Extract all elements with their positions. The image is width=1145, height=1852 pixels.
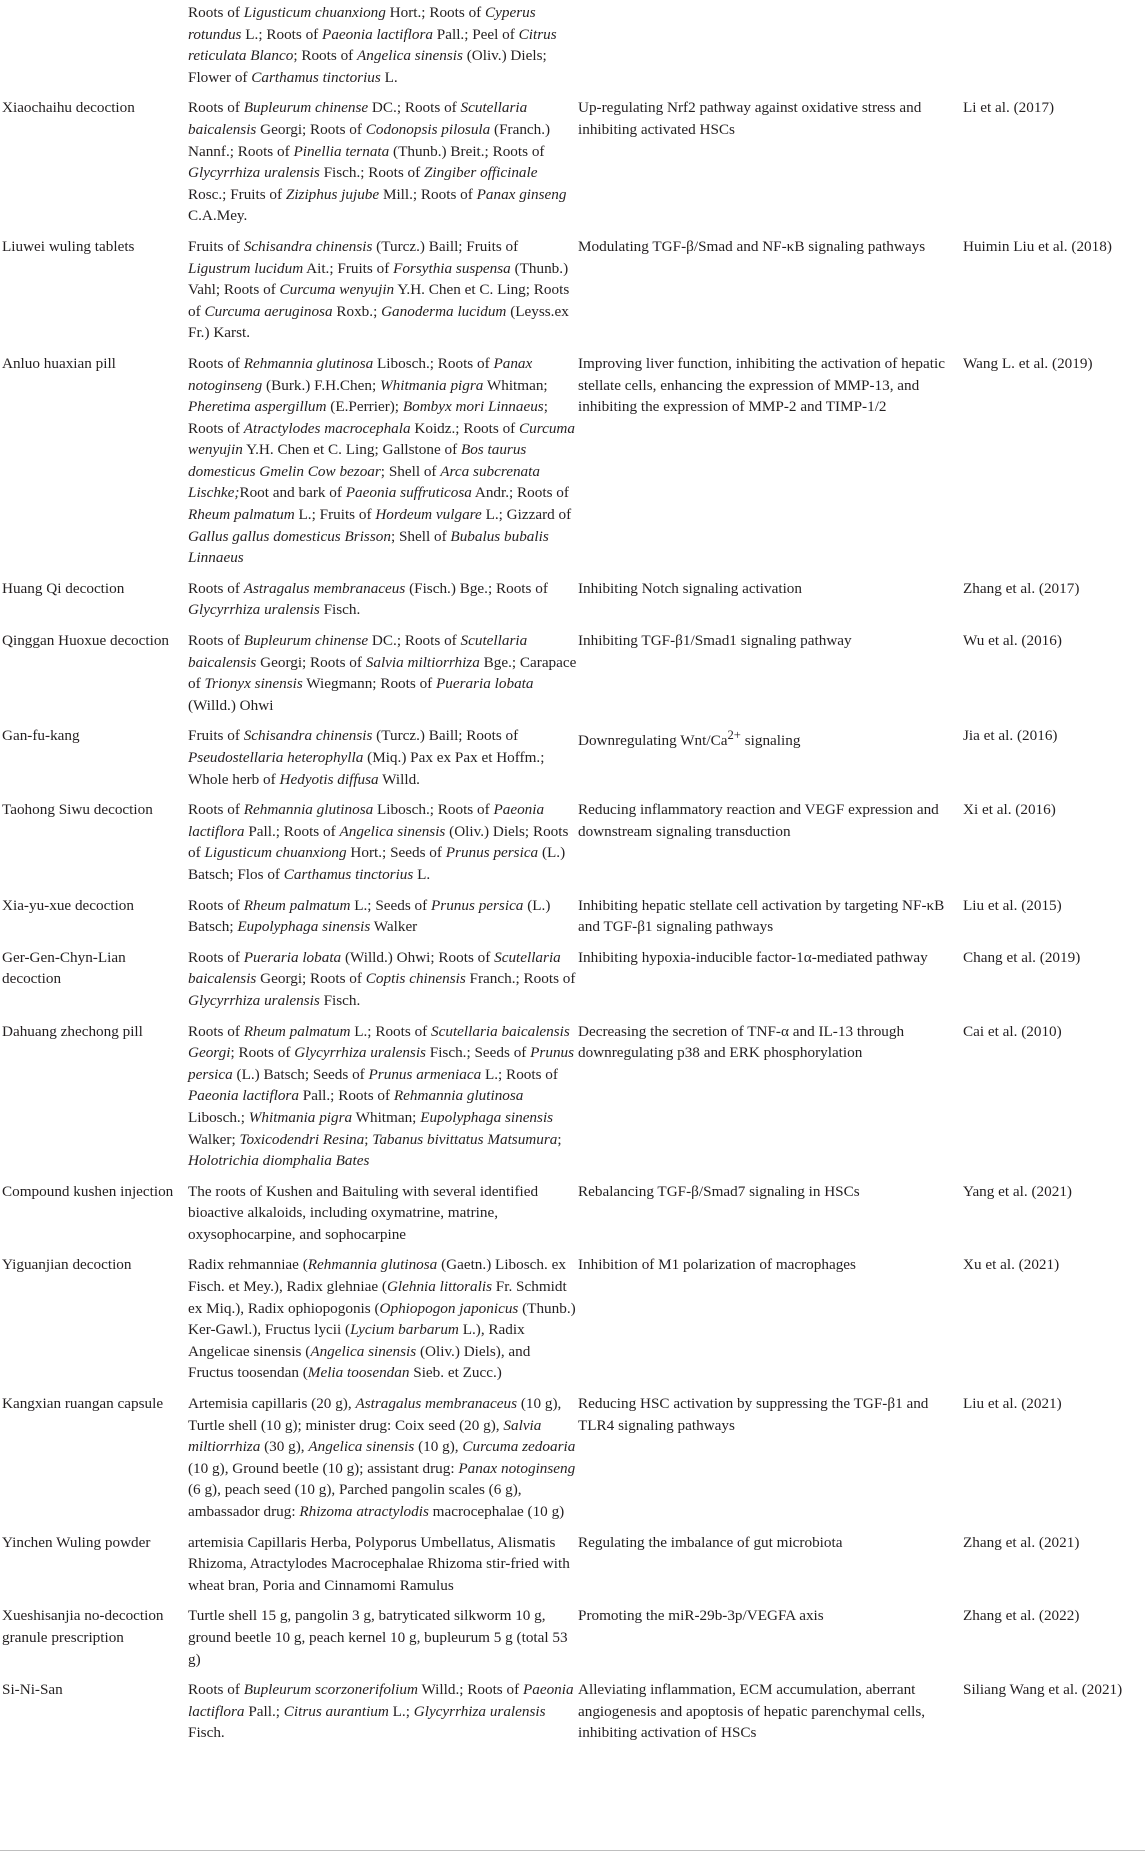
text-segment: Libosch.; Roots of [373,354,494,372]
mechanism-cell [578,623,963,718]
text-segment: Roots of [188,1022,244,1040]
text-segment: L.; Roots of [241,25,323,43]
mechanism-cell [578,888,963,940]
formula-name-cell: Si-Ni-San [2,1681,63,1699]
reference-cell: Xi et al. (2016) [963,801,1056,819]
text-segment: Willd. [378,770,420,788]
italic-text: Toxicodendri Resina [239,1130,365,1148]
text-segment: Georgi; Roots of [256,970,366,988]
text-segment: L.; Roots of [481,1065,558,1083]
italic-text: Scutellaria baicalensis [188,99,528,138]
formula-name-cell: Liuwei wuling tablets [2,237,135,255]
text-segment: (30 g), [260,1438,309,1456]
text-segment: Decreasing the secretion of TNF-α and IL-13 through downregulating p38 and ERK phosphorylation [578,1022,905,1062]
text-segment: Georgi; Roots of [256,120,366,138]
composition-cell [188,229,578,346]
text-segment: Regulating the imbalance of gut microbiota [578,1533,843,1551]
mechanism-cell [578,346,963,571]
mechanism-cell [578,1247,963,1386]
formula-name-cell [0,0,188,90]
text-segment: Pall.; [244,1702,284,1720]
table-row [0,888,1145,940]
text-segment: Hort.; Seeds of [346,844,446,862]
reference-cell: Siliang Wang et al. (2021) [963,1681,1123,1699]
text-segment: Rebalancing TGF-β/Smad7 signaling in HSCs [578,1182,860,1200]
table-row [0,90,1145,229]
italic-text: Bombyx mori Linnaeus [402,398,544,416]
table-row [0,0,1145,90]
text-segment: ; [364,1130,373,1148]
reference-cell: Zhang et al. (2017) [963,579,1080,597]
reference-cell: Huimin Liu et al. (2018) [963,237,1112,255]
italic-text: Curcuma wenyujin [188,419,575,459]
text-segment: Sieb. et Zucc.) [409,1364,502,1382]
text-segment: Koidz.; Roots of [410,419,520,437]
italic-text: Cyperus rotundus [188,4,536,43]
reference-cell: Cai et al. (2010) [963,1022,1062,1040]
reference-cell: Yang et al. (2021) [963,1182,1072,1200]
text-segment: artemisia Capillaris Herba, Polyporus Umbellatus, Alismatis Rhizoma, Atractylodes Macrocephalae Rhizoma stir-fried with wheat bran, Poria and Cinnamomi Ramulus [188,1533,570,1594]
italic-text: Citrus aurantium [283,1702,389,1720]
italic-text: Angelica sinensis [308,1438,415,1456]
text-segment: Root and bark of [239,484,346,502]
table-row [0,1247,1145,1386]
text-segment: Fisch.; Seeds of [425,1044,531,1062]
text-segment: (Willd.) Ohwi; Roots of [341,948,495,966]
composition-cell [188,792,578,887]
text-segment: Roots of [188,801,244,819]
text-segment: Libosch.; Roots of [373,801,494,819]
reference-cell: Liu et al. (2021) [963,1395,1062,1413]
text-segment: Mill.; Roots of [379,185,477,203]
italic-text: Zingiber officinale [423,164,538,182]
composition-cell [188,346,578,571]
mechanism-cell [578,90,963,229]
text-segment: L.), Radix Angelicae sinensis ( [188,1321,525,1360]
italic-text: Prunus persica [188,1044,575,1083]
composition-cell [188,90,578,229]
table-row [0,940,1145,1014]
text-segment: Pall.; Peel of [433,25,519,43]
italic-text: Prunus persica [431,896,524,914]
text-segment: (Fisch.) Bge.; Roots of [405,579,548,597]
superscript-text: 2+ [727,728,741,743]
italic-text: Carthamus tinctorius [283,865,414,883]
italic-text: Rehmannia glutinosa [393,1087,524,1105]
composition-cell [188,1672,578,1746]
italic-text: Eupolyphaga sinensis [237,918,371,936]
reference-cell: Zhang et al. (2021) [963,1533,1080,1551]
italic-text: Whitmania pigra [248,1108,353,1126]
italic-text: Bupleurum chinense [243,632,369,650]
table-row [0,1525,1145,1599]
italic-text: Glehnia littoralis [386,1278,492,1296]
formula-name-cell: Kangxian ruangan capsule [2,1395,164,1413]
mechanism-cell [578,229,963,346]
text-segment: L.; [388,1702,414,1720]
text-segment: Roots of [188,948,244,966]
italic-text: Paeonia lactiflora [188,801,545,840]
italic-text: Bos taurus domesticus Gmelin Cow bezoar [188,441,527,480]
italic-text: Atractylodes macrocephala [243,419,411,437]
table-row [0,229,1145,346]
formula-name-cell: Xia-yu-xue decoction [2,896,134,914]
italic-text: Glycyrrhiza uralensis [188,601,320,619]
text-segment: (E.Perrier); [326,398,403,416]
formula-name-cell: Compound kushen injection [2,1182,174,1200]
reference-cell: Li et al. (2017) [963,99,1055,117]
table-row [0,1672,1145,1746]
text-segment: Improving liver function, inhibiting the activation of hepatic stellate cells, enhancing the expression of MMP-13, and inhibiting the expression of MMP-2 and TIMP-1/2 [578,354,945,416]
text-segment: Walker [370,918,418,936]
mechanism-cell [578,792,963,887]
text-segment: Inhibiting hypoxia-inducible factor-1α-mediated pathway [578,948,928,966]
table-row [0,571,1145,623]
table-row [0,1014,1145,1174]
italic-text: Curcuma wenyujin [279,281,395,299]
italic-text: Ligustrum lucidum [188,259,304,277]
text-segment: (10 g), [414,1438,463,1456]
italic-text: Angelica sinensis [357,47,463,65]
italic-text: Ligusticum chuanxiong [204,844,347,862]
italic-text: Ganoderma lucidum [381,302,507,320]
text-segment: L. [380,68,398,86]
formula-name-cell: Taohong Siwu decoction [2,801,153,819]
text-segment: macrocephalae (10 g) [428,1503,565,1520]
mechanism-cell [578,0,963,90]
mechanism-cell [578,1672,963,1746]
italic-text: Rehmannia glutinosa [243,354,374,372]
italic-text: Melia toosendan [307,1364,410,1382]
italic-text: Coptis chinensis [365,970,466,988]
text-segment: (Miq.) Pax ex Pax et Hoffm.; Whole herb of [188,749,545,788]
text-segment: Fruits of [188,727,244,745]
text-segment: Fruits of [188,237,244,255]
composition-cell [188,1525,578,1599]
text-segment: Roots of [188,1681,244,1699]
italic-text: Arca subcrenata Lischke; [188,462,540,502]
italic-text: Lycium barbarum [350,1321,459,1339]
text-segment: Fr. Schmidt ex Miq.), Radix ophiopogonis ( [188,1278,567,1317]
italic-text: Hordeum vulgare [375,506,482,524]
text-segment: Inhibition of M1 polarization of macrophages [578,1256,856,1274]
italic-text: Schisandra chinensis [243,237,373,255]
italic-text: Citrus reticulata Blanco [188,25,557,65]
text-segment: L.; Roots of [350,1022,432,1040]
text-segment: ; [557,1130,562,1148]
mechanism-cell [578,1386,963,1525]
italic-text: Angelica sinensis [310,1342,417,1360]
italic-text: Rehmannia glutinosa [243,801,374,819]
text-segment: Alleviating inflammation, ECM accumulation, aberrant angiogenesis and apoptosis of hepatic parenchymal cells, inhibiting activation of HSCs [578,1681,926,1742]
text-segment: ; Shell of [390,527,451,545]
text-segment: C.A.Mey. [188,207,248,225]
text-segment: Y.H. Chen et C. Ling; Gallstone of [242,441,461,459]
italic-text: Curcuma zedoaria [462,1438,576,1456]
text-segment: Fisch. [188,1724,225,1742]
italic-text: Pueraria lobata [243,948,342,966]
text-segment: Roots of [188,99,244,117]
text-segment: ; Shell of [380,462,441,480]
text-segment: Roots of [188,632,244,650]
text-segment: Whitman; [483,376,548,394]
text-segment: Artemisia capillaris (20 g), [188,1395,356,1413]
italic-text: Trionyx sinensis [204,675,303,693]
italic-text: Pinellia ternata [293,142,390,160]
italic-text: Panax ginseng [476,185,567,203]
italic-text: Rehmannia glutinosa [307,1256,438,1274]
text-segment: (L.) Batsch; [188,896,551,936]
italic-text: Salvia miltiorrhiza [188,1416,542,1456]
italic-text: Schisandra chinensis [243,727,373,745]
text-segment: (Thunb.) Vahl; Roots of [188,259,569,299]
mechanism-cell [578,718,963,792]
text-segment: Willd.; Roots of [417,1681,523,1699]
composition-cell [188,940,578,1014]
italic-text: Rheum palmatum [243,896,351,914]
italic-text: Hedyotis diffusa [279,770,379,788]
italic-text: Eupolyphaga sinensis [420,1108,554,1126]
text-segment: Walker; [188,1130,240,1148]
text-segment: (Thunb.) Ker-Gawl.), Fructus lycii ( [188,1299,576,1339]
italic-text: Paeonia lactiflora [188,1681,574,1720]
formula-name-cell: Dahuang zhechong pill [2,1022,143,1040]
italic-text: Glycyrrhiza uralensis [294,1044,426,1062]
italic-text: Bubalus bubalis Linnaeus [188,527,549,567]
text-segment: (Oliv.) Diels; Flower of [188,47,547,86]
text-segment: Turtle shell 15 g, pangolin 3 g, batryticated silkworm 10 g, ground beetle 10 g, peach kernel 10 g, bupleurum 5 g (total 53 g) [188,1607,568,1668]
text-segment: (Franch.) Nannf.; Roots of [188,120,551,160]
text-segment: Fisch.; Roots of [319,164,424,182]
italic-text: Scutellaria baicalensis [188,948,561,988]
italic-text: Carthamus tinctorius [251,68,381,86]
italic-text: Scutellaria baicalensis Georgi [188,1022,570,1062]
text-segment: The roots of Kushen and Baituling with several identified bioactive alkaloids, including oxymatrine, matrine, oxysophocarpine, and sophocarpine [188,1182,539,1243]
text-segment: Roots of [188,354,244,372]
formula-name-cell: Anluo huaxian pill [2,354,116,372]
text-segment: (Burk.) F.H.Chen; [262,376,380,394]
italic-text: Curcuma aeruginosa [204,302,333,320]
text-segment: Inhibiting TGF-β1/Smad1 signaling pathway [578,632,852,650]
text-segment: ; Roots of [293,47,358,65]
mechanism-cell [578,940,963,1014]
formula-name-cell: Yinchen Wuling powder [2,1533,151,1551]
text-segment: (L.) Batsch; Seeds of [232,1065,369,1083]
table-row [0,718,1145,792]
text-segment: (Thunb.) Breit.; Roots of [389,142,545,160]
text-segment: ; Roots of [188,398,548,437]
text-segment: (L.) Batsch; Flos of [188,844,566,883]
formula-name-cell: Gan-fu-kang [2,727,80,745]
formula-name-cell: Qinggan Huoxue decoction [2,632,170,650]
text-segment: ; Roots of [230,1044,295,1062]
text-segment: Promoting the miR-29b-3p/VEGFA axis [578,1607,824,1625]
text-segment: Georgi; Roots of [256,653,366,671]
text-segment: Libosch.; [188,1108,249,1126]
mechanism-cell [578,1174,963,1248]
text-segment: Rosc.; Fruits of [188,185,286,203]
mechanism-cell [578,1014,963,1174]
italic-text: Paeonia lactiflora [322,25,433,43]
text-segment: L.; Seeds of [350,896,432,914]
text-segment: (10 g), Turtle shell (10 g); minister drug: Coix seed (20 g), [188,1395,562,1434]
italic-text: Prunus persica [445,844,539,862]
text-segment: Downregulating Wnt/Ca [578,732,728,750]
composition-cell [188,718,578,792]
text-segment: Fisch. [319,601,361,619]
text-segment: Reducing inflammatory reaction and VEGF expression and downstream signaling transduction [578,801,939,840]
reference-cell: Liu et al. (2015) [963,896,1062,914]
italic-text: Tabanus bivittatus Matsumura [372,1130,558,1148]
reference-cell: Xu et al. (2021) [963,1256,1060,1274]
italic-text: Scutellaria baicalensis [188,632,528,671]
italic-text: Paeonia suffruticosa [345,484,472,502]
text-segment: Modulating TGF-β/Smad and NF-κB signaling pathways [578,237,926,255]
composition-cell [188,1386,578,1525]
reference-cell: Zhang et al. (2022) [963,1607,1080,1625]
italic-text: Rheum palmatum [243,1022,351,1040]
italic-text: Pseudostellaria heterophylla [188,749,364,766]
italic-text: Gallus gallus domesticus Brisson [188,527,391,545]
composition-cell [188,623,578,718]
italic-text: Astragalus membranaceus [355,1395,518,1413]
text-segment: Up-regulating Nrf2 pathway against oxidative stress and inhibiting activated HSCs [578,99,922,138]
text-segment: (Turcz.) Baill; Roots of [372,727,519,745]
reference-cell: Wu et al. (2016) [963,632,1062,650]
text-segment: Pall.; Roots of [244,822,340,840]
formula-name-cell: Ger-Gen-Chyn-Lian decoction [2,948,126,988]
text-segment: (Oliv.) Diels; Roots of [188,822,569,862]
formula-name-cell: Yiguanjian decoction [2,1256,132,1274]
italic-text: Astragalus membranaceus [243,579,406,597]
italic-text: Angelica sinensis [339,822,446,840]
text-segment: Pall.; Roots of [298,1087,394,1105]
reference-cell: Jia et al. (2016) [963,727,1058,745]
text-segment: Whitman; [352,1108,421,1126]
table-bottom-rule [0,1850,1145,1851]
text-segment: L.; Fruits of [294,506,376,524]
text-segment: Inhibiting Notch signaling activation [578,579,802,597]
italic-text: Bupleurum chinense [243,99,369,117]
text-segment: Andr.; Roots of [471,484,569,502]
text-segment: (Oliv.) Diels), and Fructus toosendan ( [188,1342,531,1382]
text-segment: Y.H. Chen et C. Ling; Roots of [188,281,570,320]
text-segment: DC.; Roots of [368,632,461,650]
text-segment: Wiegmann; Roots of [302,675,437,693]
italic-text: Ziziphus jujube [285,185,380,203]
italic-text: Pueraria lobata [436,675,534,693]
composition-cell [188,1174,578,1248]
reference-cell: Wang L. et al. (2019) [963,354,1093,372]
text-segment: (10 g), Ground beetle (10 g); assistant drug: [188,1459,459,1477]
text-segment: Inhibiting hepatic stellate cell activation by targeting NF-κB and TGF-β1 signaling pathways [578,896,945,936]
italic-text: Bupleurum scorzonerifolium [243,1681,418,1699]
italic-text: Whitmania pigra [380,376,484,394]
text-segment: Franch.; Roots of [465,970,576,988]
reference-cell [963,0,1145,90]
table-row [0,623,1145,718]
mechanism-cell [578,571,963,623]
italic-text: Pheretima aspergillum [188,398,327,416]
text-segment: (Gaetn.) Libosch. ex Fisch. et Mey.), Radix glehniae ( [188,1256,566,1296]
italic-text: Rhizoma atractylodis [299,1503,429,1520]
composition-cell [188,1598,578,1672]
text-segment: Roots of [188,896,244,914]
italic-text: Panax notoginseng [188,354,533,394]
text-segment: (Turcz.) Baill; Fruits of [372,237,519,255]
italic-text: Paeonia lactiflora [188,1087,299,1105]
formula-name-cell: Xueshisanjia no-decoction granule prescription [2,1607,164,1646]
table-row [0,792,1145,887]
text-segment: signaling [740,732,801,750]
text-segment: Roots of [188,4,244,21]
text-segment: (6 g), peach seed (10 g), Parched pangolin scales (6 g), ambassador drug: [188,1481,522,1520]
text-segment: Roxb.; [332,302,382,320]
text-segment: Radix rehmanniae ( [188,1256,308,1274]
italic-text: Ligusticum chuanxiong [243,4,386,21]
table-row [0,1386,1145,1525]
italic-text: Glycyrrhiza uralensis [188,164,320,182]
italic-text: Forsythia suspensa [393,259,511,277]
text-segment: L.; Gizzard of [481,506,572,524]
composition-cell [188,571,578,623]
table-row [0,1174,1145,1248]
italic-text: Ophiopogon japonicus [379,1299,519,1317]
italic-text: Prunus armeniaca [368,1065,482,1083]
text-segment: Ait.; Fruits of [303,259,394,277]
text-segment: DC.; Roots of [368,99,461,117]
text-segment: Bge.; Carapace of [188,653,577,693]
text-segment: (Leyss.ex Fr.) Karst. [188,302,569,342]
text-segment: Hort.; Roots of [385,4,486,21]
formula-name-cell: Xiaochaihu decoction [2,99,135,117]
italic-text: Salvia miltiorrhiza [365,653,480,671]
table-row [0,1598,1145,1672]
text-segment: Fisch. [319,991,361,1009]
text-segment: (Willd.) Ohwi [188,696,274,714]
italic-text: Holotrichia diomphalia Bates [188,1152,370,1170]
composition-cell [188,888,578,940]
italic-text: Codonopsis pilosula [365,120,491,138]
italic-text: Glycyrrhiza uralensis [413,1702,546,1720]
formula-name-cell: Huang Qi decoction [2,579,125,597]
italic-text: Rheum palmatum [188,506,295,524]
table-row [0,346,1145,571]
composition-cell [188,1014,578,1174]
italic-text: Glycyrrhiza uralensis [188,991,320,1009]
mechanism-cell [578,1525,963,1599]
composition-cell [188,1247,578,1386]
composition-cell [188,0,578,90]
reference-cell: Chang et al. (2019) [963,948,1081,966]
mechanism-cell [578,1598,963,1672]
text-segment: Reducing HSC activation by suppressing the TGF-β1 and TLR4 signaling pathways [578,1395,929,1434]
text-segment: Roots of [188,579,244,597]
text-segment: L. [413,865,431,883]
italic-text: Panax notoginseng [458,1459,576,1477]
